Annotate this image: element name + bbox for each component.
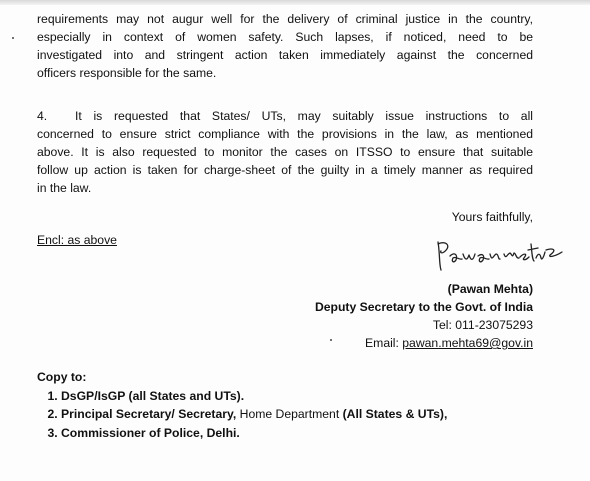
signatory-telephone: Tel: 011-23075293 bbox=[432, 318, 533, 332]
paragraph-line: concerned to ensure strict compliance with the provisions in the law, as mentioned bbox=[37, 127, 533, 141]
paragraph-line: especially in context of women safety. Such lapses, if noticed, need to be bbox=[37, 30, 533, 44]
signatory-block bbox=[315, 280, 533, 352]
paragraph-number: 4. bbox=[37, 109, 48, 123]
list-item bbox=[61, 405, 447, 424]
paragraph-continuation bbox=[37, 10, 533, 82]
email-label: Email: bbox=[365, 336, 403, 350]
recipient-text: (All States & UTs), bbox=[342, 407, 448, 421]
paragraph-line: requirements may not augur well for the delivery of criminal justice in the country, bbox=[37, 12, 533, 26]
recipient-text-plain: Home Department bbox=[236, 407, 343, 421]
closing-salutation: Yours faithfully, bbox=[451, 210, 533, 224]
list-item bbox=[61, 387, 447, 406]
paragraph-line: investigated into and stringent action taken immediately against the concerned bbox=[37, 48, 533, 62]
scan-top-edge bbox=[0, 0, 590, 5]
stray-mark bbox=[12, 37, 14, 39]
paragraph-line: in the law. bbox=[37, 181, 92, 195]
copy-to-section bbox=[37, 368, 447, 442]
recipient-text: DsGP/IsGP (all States and UTs). bbox=[61, 388, 245, 403]
signatory-designation: Deputy Secretary to the Govt. of India bbox=[314, 300, 533, 314]
paragraph-line bbox=[37, 107, 533, 125]
signatory-email-line bbox=[315, 334, 533, 352]
signatory-name: (Pawan Mehta) bbox=[447, 282, 533, 296]
copy-to-list bbox=[37, 387, 447, 443]
copy-to-heading: Copy to: bbox=[37, 370, 87, 384]
paragraph-4 bbox=[37, 107, 533, 197]
paragraph-line: follow up action is taken for charge-sheet of the guilty in a timely manner as required bbox=[37, 163, 533, 177]
recipient-text: Commissioner of Police, Delhi. bbox=[61, 425, 240, 440]
list-item bbox=[61, 424, 447, 443]
email-address: pawan.mehta69@gov.in bbox=[402, 336, 533, 350]
recipient-text: Principal Secretary/ Secretary, bbox=[61, 407, 237, 421]
paragraph-line: above. It is also requested to monitor the cases on ITSSO to ensure that suitable bbox=[37, 145, 533, 159]
handwritten-signature bbox=[432, 232, 567, 277]
paragraph-line-text: It is requested that States/ UTs, may suitably issue instructions to all bbox=[75, 109, 533, 123]
enclosure-note: Encl: as above bbox=[37, 233, 117, 247]
paragraph-line: officers responsible for the same. bbox=[37, 66, 217, 80]
